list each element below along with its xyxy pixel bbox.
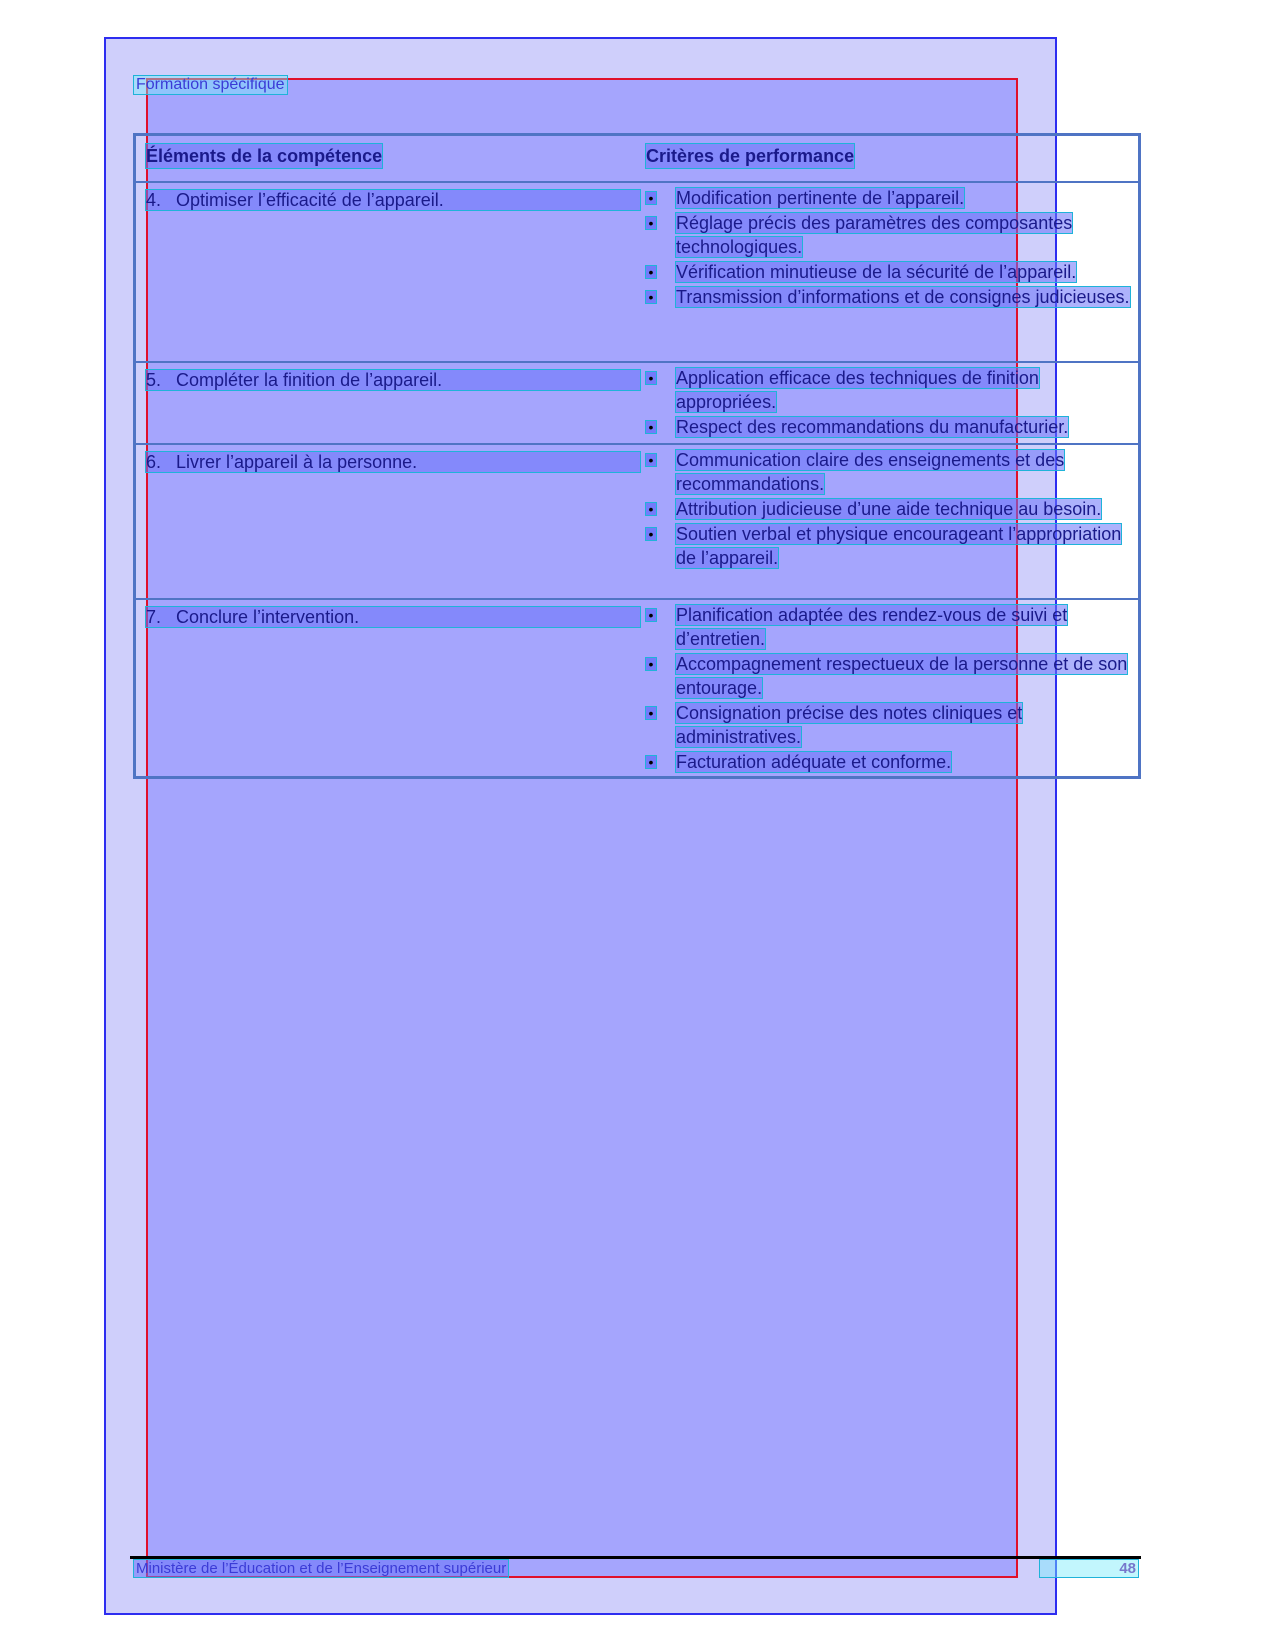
bullet-icon: •	[646, 266, 656, 278]
criterion-item: • Accompagnement respectueux de la personne et de son entourage.	[646, 652, 1134, 700]
criteria-list-7	[646, 603, 1134, 775]
element-text: Compléter la finition de l’appareil.	[176, 370, 443, 390]
criterion-item: • Facturation adéquate et conforme.	[646, 750, 1134, 774]
bullet-icon: •	[646, 291, 656, 303]
footer-rule	[130, 1556, 1141, 1559]
bullet-icon: •	[646, 609, 656, 621]
bullet-icon: •	[646, 372, 656, 384]
element-7	[146, 607, 640, 627]
element-text: Conclure l’intervention.	[176, 607, 360, 627]
criterion-item: • Consignation précise des notes cliniques et administratives.	[646, 701, 1134, 749]
row-divider	[136, 181, 1138, 183]
element-4	[146, 190, 640, 210]
bullet-icon: •	[646, 503, 656, 515]
criterion-item: • Application efficace des techniques de finition appropriées.	[646, 366, 1134, 414]
bullet-icon: •	[646, 756, 656, 768]
criterion-item: • Vérification minutieuse de la sécurité de l’appareil.	[646, 260, 1134, 284]
element-number: 6.	[146, 452, 162, 472]
row-divider	[136, 598, 1138, 600]
criterion-item: • Réglage précis des paramètres des composantes technologiques.	[646, 211, 1134, 259]
criteria-list-5	[646, 366, 1134, 440]
col-header-criteria: Critères de performance	[646, 146, 855, 166]
criterion-item: • Respect des recommandations du manufacturier.	[646, 415, 1134, 439]
bullet-icon: •	[646, 421, 656, 433]
competence-table	[133, 133, 1141, 779]
element-number: 4.	[146, 190, 162, 210]
criteria-list-4	[646, 186, 1134, 310]
criterion-item: • Attribution judicieuse d’une aide technique au besoin.	[646, 497, 1134, 521]
row-divider	[136, 443, 1138, 445]
criterion-item: • Transmission d’informations et de consignes judicieuses.	[646, 285, 1134, 309]
element-text: Optimiser l’efficacité de l’appareil.	[176, 190, 444, 210]
element-number: 7.	[146, 607, 162, 627]
criterion-item: • Soutien verbal et physique encourageant l’appropriation de l’appareil.	[646, 522, 1134, 570]
section-title: Formation spécifique	[136, 76, 285, 93]
bullet-icon: •	[646, 454, 656, 466]
footer-ministry: Ministère de l’Éducation et de l’Enseignement supérieur	[136, 1560, 507, 1577]
criterion-item: • Communication claire des enseignements et des recommandations.	[646, 448, 1134, 496]
criteria-list-6	[646, 448, 1134, 571]
bullet-icon: •	[646, 528, 656, 540]
bullet-icon: •	[646, 658, 656, 670]
element-number: 5.	[146, 370, 162, 390]
bullet-icon: •	[646, 192, 656, 204]
bullet-icon: •	[646, 707, 656, 719]
row-divider	[136, 361, 1138, 363]
criterion-item: • Modification pertinente de l’appareil.	[646, 186, 1134, 210]
criterion-item: • Planification adaptée des rendez-vous de suivi et d’entretien.	[646, 603, 1134, 651]
element-5	[146, 370, 640, 390]
element-text: Livrer l’appareil à la personne.	[176, 452, 418, 472]
bullet-icon: •	[646, 217, 656, 229]
element-6	[146, 452, 640, 472]
col-header-elements: Éléments de la compétence	[146, 146, 383, 166]
page-number: 48	[1040, 1560, 1138, 1577]
